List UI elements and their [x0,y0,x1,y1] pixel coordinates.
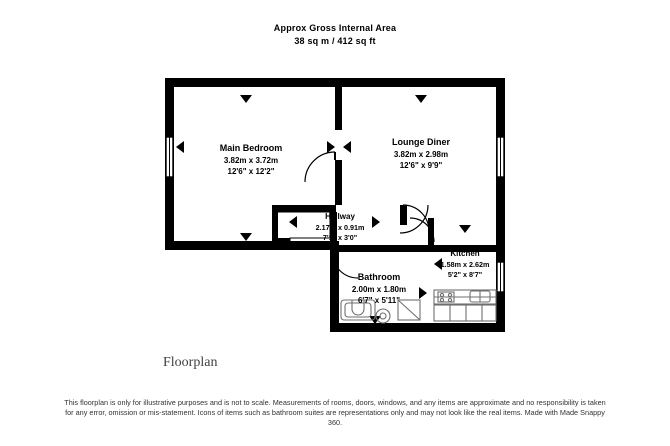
room-dim-imperial-hallway: 7'1" x 3'0" [322,233,358,242]
room-label-hallway [300,211,380,243]
room-name-bathroom: Bathroom [357,272,401,282]
page-title: Floorplan [163,355,218,370]
room-dim-metric-main-bedroom: 3.82m x 3.72m [223,156,279,165]
room-dim-metric-bathroom: 2.00m x 1.80m [351,285,407,294]
room-name-hallway: Hallway [325,212,355,221]
room-dim-imperial-lounge-diner: 12'6" x 9'9" [399,161,443,170]
room-label-kitchen [432,248,498,280]
room-name-kitchen: Kitchen [450,249,480,258]
room-dim-metric-hallway: 2.17m x 0.91m [315,223,365,232]
area-header-line2: 38 sq m / 412 sq ft [294,36,376,46]
room-dim-metric-lounge-diner: 3.82m x 2.98m [393,150,449,159]
room-name-main-bedroom: Main Bedroom [219,143,283,153]
kitchen-fixtures [434,290,496,321]
disclaimer-text: This floorplan is only for illustrative purposes and is not to scale. Measurements of rooms, doors, windows, and any items are approximate and no responsibility is taken for any error, omission or mis-statement. Icons of items such as bathroom suites are representations only and may not look like the real items. Made with Made Snappy 360. [64,398,606,427]
room-dim-imperial-main-bedroom: 12'6" x 12'2" [227,167,275,176]
room-dim-metric-kitchen: 1.58m x 2.62m [440,260,490,269]
room-dim-imperial-kitchen: 5'2" x 8'7" [447,270,483,279]
room-label-lounge-diner [346,137,496,171]
room-label-bathroom [333,272,425,306]
room-label-main-bedroom [166,143,336,177]
area-header-line1: Approx Gross Internal Area [273,23,397,33]
room-dim-imperial-bathroom: 6'7" x 5'11" [357,296,401,305]
room-name-lounge-diner: Lounge Diner [392,137,450,147]
